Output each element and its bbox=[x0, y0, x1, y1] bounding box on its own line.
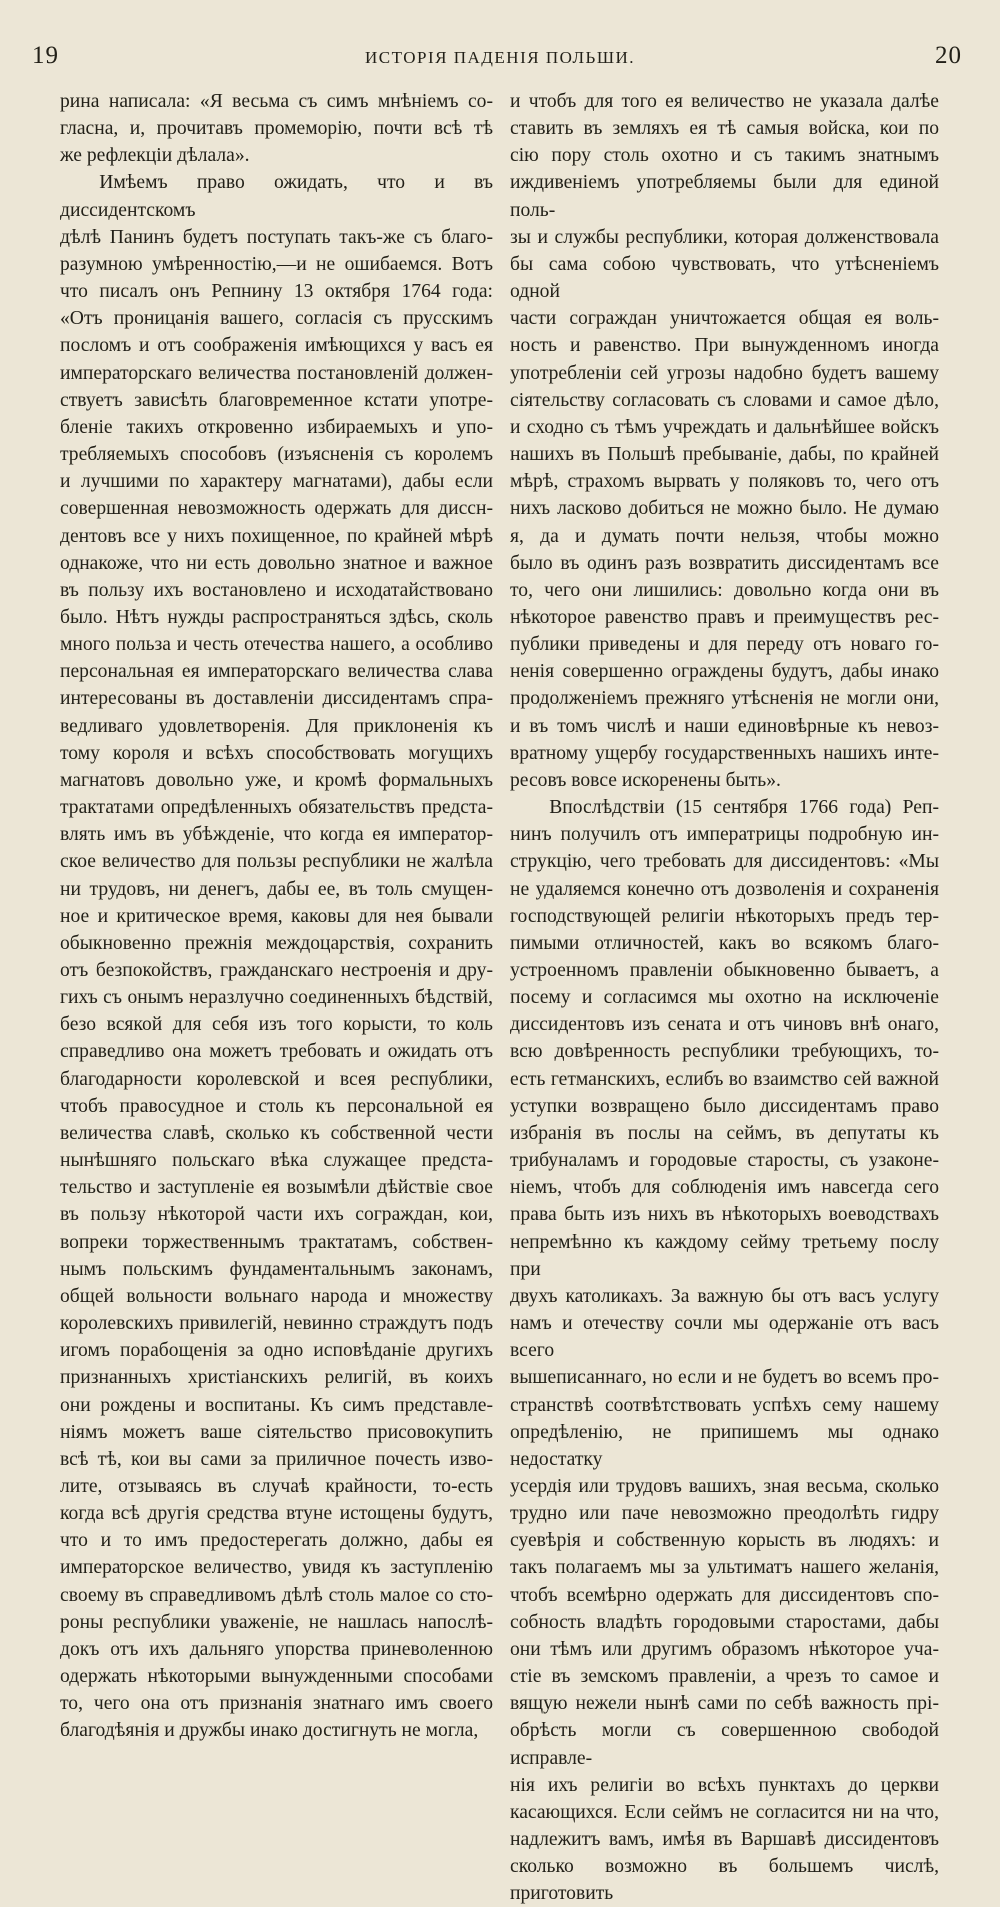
text-line: уступки возвращено было диссидентамъ право bbox=[510, 1095, 939, 1117]
text-line: игомъ порабощенія за одно исповѣданіе другихъ bbox=[60, 1340, 493, 1362]
text-line: сіятельству согласовать съ словами и самое дѣло, bbox=[510, 389, 939, 411]
text-line: справедливо она можетъ требовать и ожидать отъ bbox=[60, 1041, 493, 1063]
text-line: опредѣленію, не припишемъ мы однако недостатку bbox=[510, 1421, 939, 1470]
text-line: есть гетманскихъ, еслибъ во взаимство сей важной bbox=[510, 1068, 939, 1090]
text-line: величества славѣ, сколько къ собственной чести bbox=[60, 1122, 493, 1144]
text-line: одержать нѣкоторыми вынужденными способами bbox=[60, 1666, 493, 1688]
text-line: разумною умѣренностію,—и не ошибаемся. Вотъ bbox=[60, 253, 493, 275]
text-line: надлежитъ вамъ, имѣя въ Варшавѣ диссидентовъ bbox=[510, 1829, 939, 1850]
page-number-left: 19 bbox=[32, 42, 59, 69]
text-line: и чтобъ для того ея величество не указала далѣе bbox=[510, 91, 939, 112]
text-line: что писалъ онъ Репнину 13 октября 1764 года: bbox=[60, 281, 493, 303]
text-line: и въ томъ числѣ и наши единовѣрные къ невоз- bbox=[510, 715, 939, 737]
text-line: благодарности королевской и всея республики, bbox=[60, 1068, 493, 1090]
text-line: гихъ съ онымъ неразлучно соединенныхъ бѣдствій, bbox=[60, 987, 493, 1009]
text-line: они тѣмъ или другимъ образомъ нѣкоторое уча- bbox=[510, 1638, 939, 1660]
text-line: устроенномъ правленіи обыкновенно бываетъ, а bbox=[510, 960, 939, 981]
text-line: дѣлѣ Панинъ будетъ поступать такъ-же съ благо- bbox=[60, 226, 493, 248]
text-line: нѣкоторое равенство правъ и преимуществъ рес- bbox=[510, 606, 939, 628]
text-line: нынѣшняго польскаго вѣка служащее предста- bbox=[60, 1150, 493, 1172]
text-line: ресовъ вовсе искоренены быть». bbox=[510, 769, 781, 791]
running-title: ИСТОРІЯ ПАДЕНІЯ ПОЛЬШИ. bbox=[365, 48, 635, 67]
text-line: ненія совершенно ограждены будутъ, дабы инако bbox=[510, 661, 939, 683]
text-line: лите, отзываясь въ случаѣ крайности, то-есть bbox=[60, 1475, 493, 1497]
text-line: общей вольности вольнаго народа и множеству bbox=[60, 1285, 493, 1307]
paragraph bbox=[510, 88, 939, 794]
text-line: отъ безпокойствъ, гражданскаго нестроенія и дру- bbox=[60, 960, 493, 981]
text-line: вопреки торжественнымъ трактатамъ, собствен- bbox=[60, 1231, 493, 1253]
text-line: много польза и честь отечества нашего, а особливо bbox=[60, 634, 493, 656]
text-line: ни трудовъ, ни денегъ, дабы ее, въ толь смущен- bbox=[60, 878, 493, 900]
text-line: вящую нежели нынѣ сами по себѣ важность прі- bbox=[510, 1693, 939, 1715]
text-line: признанныхъ христіанскихъ религій, въ коихъ bbox=[60, 1367, 493, 1389]
text-line: права быть изъ нихъ въ нѣкоторыхъ воеводствахъ bbox=[510, 1204, 939, 1226]
text-line: дентовъ все у нихъ похищенное, по крайней мѣрѣ bbox=[60, 525, 493, 547]
text-line: такъ полагаемъ мы за ультиматъ нашего желанія, bbox=[510, 1557, 939, 1579]
text-line: въ пользу ихъ востановлено и исходатайствовано bbox=[60, 579, 493, 601]
text-line: было. Нѣтъ нужды распространяться здѣсь, сколь bbox=[60, 606, 493, 628]
text-line: диссидентовъ изъ сената и отъ чиновъ внѣ онаго, bbox=[510, 1014, 939, 1036]
text-line: избранія въ послы на сеймъ, въ депутаты къ bbox=[510, 1122, 939, 1144]
text-line: иждивеніемъ употребляемы были для единой поль- bbox=[510, 172, 939, 221]
paragraph bbox=[510, 794, 939, 1907]
text-line: благодѣянія и дружбы инако достигнуть не могла, bbox=[60, 1720, 479, 1742]
text-line: однакоже, что ни есть довольно знатное и важное bbox=[60, 552, 493, 574]
text-line: безо всякой для себя изъ того корысти, то коль bbox=[60, 1014, 493, 1036]
text-line: ніемъ, чтобъ для соблюденія имъ навсегда сего bbox=[510, 1177, 939, 1199]
text-line: непремѣнно къ каждому сейму третьему послу при bbox=[510, 1231, 939, 1280]
text-line: трактатами опредѣленныхъ обязательствъ предста- bbox=[60, 797, 493, 819]
text-line: посломъ и отъ соображенія имѣющихся у васъ ея bbox=[60, 335, 493, 357]
text-line: нинъ получилъ отъ императрицы подробную ин- bbox=[510, 824, 939, 846]
text-line: чтобъ правосудное и столь къ персональной ея bbox=[60, 1095, 493, 1117]
text-line: нашихъ въ Польшѣ пребываніе, дабы, по крайней bbox=[510, 444, 939, 466]
text-line: они рождены и воспитаны. Къ симъ представле- bbox=[60, 1394, 493, 1416]
text-line: не удаляемся конечно отъ дозволенія и сохраненія bbox=[510, 878, 939, 900]
text-line: нымъ польскимъ фундаментальнымъ законамъ, bbox=[60, 1258, 493, 1280]
text-line: требляемыхъ способовъ (изъясненія съ королемъ bbox=[60, 444, 493, 466]
text-line: обыкновенно прежнія междоцарствія, сохранить bbox=[60, 932, 493, 954]
text-line: употребленіи сей угрозы надобно будетъ вашему bbox=[510, 362, 939, 384]
text-line: суевѣрія и собственную корысть въ людяхъ: и bbox=[510, 1530, 939, 1552]
text-line: ставить въ земляхъ ея тѣ самыя войска, кои по bbox=[510, 118, 939, 140]
text-line: струкцію, чего требовать для диссидентовъ: «Мы bbox=[510, 851, 939, 873]
paragraph bbox=[60, 169, 493, 1744]
text-line: влять имъ въ убѣжденіе, что когда ея император- bbox=[60, 824, 493, 846]
text-line: намъ и отечеству сочли мы одержаніе отъ васъ всего bbox=[510, 1313, 939, 1362]
text-line: публики приведены и для переду отъ новаго го- bbox=[510, 634, 939, 656]
text-line: касающихся. Если сеймъ не согласится ни на что, bbox=[510, 1801, 939, 1823]
text-line: зы и службы республики, которая долженствовала bbox=[510, 226, 939, 248]
text-line: трибуналамъ и городовые старосты, съ узаконе- bbox=[510, 1150, 939, 1172]
text-line: рина написала: «Я весьма съ симъ мнѣніемъ со- bbox=[60, 91, 493, 112]
text-line: королевскихъ привилегій, невинно страждутъ подъ bbox=[60, 1313, 493, 1335]
text-line: всю довѣренность республики требующихъ, то- bbox=[510, 1041, 939, 1063]
text-line: двухъ католикахъ. За важную бы отъ васъ услугу bbox=[510, 1285, 939, 1307]
text-line: сколько возможно въ большемъ числѣ, приготовить bbox=[510, 1856, 939, 1905]
text-line: Имѣемъ право ожидать, что и въ диссидентскомъ bbox=[60, 172, 493, 221]
text-line: то, чего она отъ признанія знатнаго имъ своего bbox=[60, 1693, 493, 1715]
text-line: то, чего они лишились: довольно когда они въ bbox=[510, 579, 939, 601]
text-line: стіе въ земскомъ правленіи, а чрезъ то самое и bbox=[510, 1666, 939, 1688]
text-line: Впослѣдствіи (15 сентября 1766 года) Реп- bbox=[549, 797, 939, 819]
text-line: было въ одинъ разъ возвратить диссидентамъ все bbox=[510, 552, 939, 574]
text-line: императорское величество, увидя къ заступленію bbox=[60, 1557, 493, 1579]
text-line: ность и равенство. При вынужденномъ иногда bbox=[510, 335, 939, 357]
text-line: нія ихъ религіи во всѣхъ пунктахъ до церкви bbox=[510, 1774, 939, 1796]
text-line: магнатовъ довольно уже, и кромѣ формальныхъ bbox=[60, 769, 493, 791]
text-line: сію пору столь охотно и съ такимъ знатнымъ bbox=[510, 145, 939, 167]
text-line: мѣрѣ, страхомъ вырвать у поляковъ то, чего отъ bbox=[510, 471, 939, 493]
text-line: докъ отъ ихъ дальняго упорства приневоленною bbox=[60, 1638, 493, 1660]
text-line: усердія или трудовъ вашихъ, зная весьма, сколько bbox=[510, 1475, 939, 1497]
text-line: пимыми отличностей, какъ во всякомъ благо- bbox=[510, 932, 939, 954]
text-line: трудно или паче невозможно преодолѣть гидру bbox=[510, 1503, 939, 1525]
text-line: странствѣ соотвѣтствовать успѣхъ сему нашему bbox=[510, 1394, 939, 1416]
text-line: совершенная невозможность одержать для диссн- bbox=[60, 498, 493, 520]
text-line: чтобъ всемѣрно одержать для диссидентовъ спо- bbox=[510, 1584, 939, 1606]
text-line: обрѣсть могли съ совершенною свободой исправле- bbox=[510, 1720, 939, 1769]
text-line: ведливаго удовлетворенія. Для приклоненія къ bbox=[60, 715, 493, 737]
paragraph bbox=[60, 88, 493, 169]
text-line: императорскаго величества постановленій должен- bbox=[60, 362, 493, 384]
text-line: ніямъ можетъ ваше сіятельство присовокупить bbox=[60, 1421, 493, 1443]
text-line: своему въ справедливомъ дѣлѣ столь малое со сто- bbox=[60, 1584, 493, 1606]
text-line: вратному ущербу государственныхъ нашихъ инте- bbox=[510, 742, 939, 764]
text-column-right bbox=[510, 88, 939, 1907]
text-line: тому короля и всѣхъ способствовать могущихъ bbox=[60, 742, 493, 764]
text-line: когда всѣ другія средства втуне истощены будутъ, bbox=[60, 1503, 493, 1525]
text-line: персональная ея императорскаго величества слава bbox=[60, 661, 493, 683]
text-line: части сограждан уничтожается общая ея воль- bbox=[510, 308, 939, 330]
text-line: всѣ тѣ, кои вы сами за приличное почесть изво- bbox=[60, 1448, 493, 1470]
text-line: посему и согласимся мы охотно на исключеніе bbox=[510, 987, 939, 1009]
text-line: господствующей религіи нѣкоторыхъ предъ тер- bbox=[510, 905, 939, 927]
text-line: бленіе такихъ откровенно избираемыхъ и упо- bbox=[60, 416, 493, 438]
text-line: что и то имъ предостерегать должно, дабы ея bbox=[60, 1530, 493, 1552]
text-line: продолженіемъ прежняго утѣсненія не могли они, bbox=[510, 688, 939, 710]
text-line: же рефлекціи дѣлала». bbox=[60, 145, 250, 167]
page-number-right: 20 bbox=[935, 42, 962, 69]
text-line: роны республики уваженіе, не нашлась напослѣ- bbox=[60, 1611, 493, 1633]
text-line: вышеписаннаго, но если и не будетъ во всемъ про- bbox=[510, 1367, 939, 1389]
text-line: интересованы въ доставленіи диссидентамъ спра- bbox=[60, 688, 493, 710]
text-line: и сходно съ тѣмъ учреждать и дальнѣйшее войскъ bbox=[510, 416, 939, 438]
text-line: тельство и заступленіе ея возымѣли дѣйствіе свое bbox=[60, 1177, 493, 1199]
text-line: въ пользу нѣкоторой части ихъ сограждан, кои, bbox=[60, 1204, 493, 1226]
text-line: собность владѣть городовыми старостами, дабы bbox=[510, 1611, 939, 1633]
text-line: ствуетъ зависѣть благовременное кстати употре- bbox=[60, 389, 493, 411]
text-line: ское величество для пользы республики не жалѣла bbox=[60, 851, 493, 873]
text-line: бы сама собою чувствовать, что утѣсненіемъ одной bbox=[510, 253, 939, 303]
text-line: гласна, и, прочитавъ промеморію, почти всѣ тѣ bbox=[60, 118, 493, 140]
text-line: я, да и думать почти нельзя, чтобы можно bbox=[510, 525, 939, 547]
text-line: ное и критическое время, каковы для нея бывали bbox=[60, 905, 493, 927]
text-line: нихъ ласково добиться не можно было. Не думаю bbox=[510, 498, 939, 520]
text-line: «Отъ проницанія вашего, согласія съ прусскимъ bbox=[60, 308, 493, 330]
text-column-left bbox=[60, 88, 493, 1745]
text-line: и лучшими по характеру магнатами), дабы если bbox=[60, 471, 493, 493]
